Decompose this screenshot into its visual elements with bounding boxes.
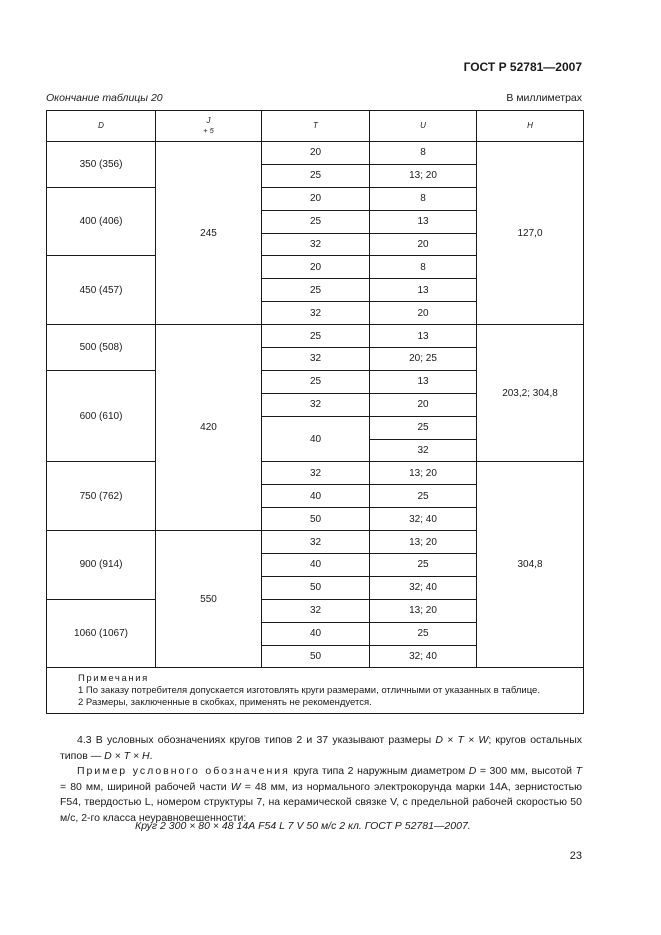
header-J-label: J	[206, 116, 211, 125]
t-cell: 32	[262, 348, 370, 371]
t-cell: 32	[262, 531, 370, 554]
t-cell: 20	[262, 256, 370, 279]
u-cell: 13; 20	[370, 599, 477, 622]
notes-title: Примечания	[78, 673, 149, 685]
u-cell: 25	[370, 554, 477, 577]
u-cell: 20; 25	[370, 348, 477, 371]
notes-row	[47, 668, 584, 714]
d-cell: 500 (508)	[47, 325, 156, 371]
t-cell: 32	[262, 233, 370, 256]
t-cell: 25	[262, 279, 370, 302]
h-cell: 304,8	[477, 462, 584, 668]
paragraph-4-3	[60, 733, 582, 764]
p2-var-t: T	[575, 765, 582, 777]
h-cell: 127,0	[477, 142, 584, 325]
u-cell: 8	[370, 187, 477, 210]
header-D: D	[47, 111, 156, 142]
page-number: 23	[569, 850, 582, 862]
u-cell: 32; 40	[370, 645, 477, 668]
d-cell: 900 (914)	[47, 531, 156, 600]
table-caption: Окончание таблицы 20	[46, 92, 163, 104]
u-cell: 13	[370, 370, 477, 393]
table-row	[47, 142, 584, 165]
t-cell: 40	[262, 485, 370, 508]
designation-example: Круг 2 300 × 80 × 48 14А F54 L 7 V 50 м/с 2 кл. ГОСТ Р 52781—2007.	[135, 820, 471, 832]
header-J-tolerance: + 5	[203, 126, 214, 135]
t-cell: 25	[262, 325, 370, 348]
u-cell: 13; 20	[370, 531, 477, 554]
u-cell: 20	[370, 233, 477, 256]
u-cell: 13	[370, 279, 477, 302]
p2-text-a: круга типа 2 наружным диаметром	[289, 765, 469, 777]
example-paragraph	[60, 764, 582, 826]
p1-text-a: 4.3 В условных обозначениях кругов типов 2 и 37 указывают размеры	[77, 734, 436, 746]
u-cell: 25	[370, 622, 477, 645]
t-cell: 25	[262, 164, 370, 187]
p1-text-c: .	[149, 749, 153, 762]
u-cell: 32; 40	[370, 508, 477, 531]
header-T: T	[262, 111, 370, 142]
d-cell: 600 (610)	[47, 370, 156, 462]
note-item: 2 Размеры, заключенные в скобках, применять не рекомендуется.	[78, 697, 372, 709]
p2-var-d: D	[468, 765, 477, 777]
t-cell: 50	[262, 576, 370, 599]
dimensions-table	[46, 110, 584, 714]
p2-var-w: W	[230, 780, 241, 793]
notes-cell	[47, 668, 584, 714]
u-cell: 13; 20	[370, 462, 477, 485]
d-cell: 1060 (1067)	[47, 599, 156, 668]
table-row	[47, 325, 584, 348]
p2-text-b: = 300 мм, высотой	[476, 765, 576, 777]
d-cell: 750 (762)	[47, 462, 156, 531]
example-lead: Пример условного обозначения	[77, 765, 290, 777]
t-cell: 40	[262, 416, 370, 462]
u-cell: 8	[370, 256, 477, 279]
u-cell: 25	[370, 485, 477, 508]
t-cell: 20	[262, 187, 370, 210]
d-cell: 350 (356)	[47, 142, 156, 188]
t-cell: 32	[262, 462, 370, 485]
j-cell: 420	[156, 325, 262, 531]
t-cell: 50	[262, 645, 370, 668]
standard-designation: ГОСТ Р 52781—2007	[463, 60, 582, 74]
t-cell: 20	[262, 142, 370, 165]
p1-formula-1: D × T × W	[435, 734, 489, 746]
header-U: U	[370, 111, 477, 142]
j-cell: 550	[156, 531, 262, 668]
t-cell: 32	[262, 302, 370, 325]
note-item: 1 По заказу потребителя допускается изготовлять круги размерами, отличными от указанных в таблице.	[78, 685, 540, 697]
p1-text-b: ; кругов остальных типов —	[60, 734, 583, 762]
j-cell: 245	[156, 142, 262, 325]
u-cell: 20	[370, 302, 477, 325]
t-cell: 50	[262, 508, 370, 531]
header-H: H	[477, 111, 584, 142]
header-J	[156, 111, 262, 142]
t-cell: 25	[262, 370, 370, 393]
table-row	[47, 462, 584, 485]
t-cell: 25	[262, 210, 370, 233]
t-cell: 32	[262, 599, 370, 622]
p1-formula-2: D × T × H	[104, 749, 150, 762]
u-cell: 25	[370, 416, 477, 439]
u-cell: 32	[370, 439, 477, 462]
h-cell: 203,2; 304,8	[477, 325, 584, 462]
u-cell: 32; 40	[370, 576, 477, 599]
u-cell: 8	[370, 142, 477, 165]
u-cell: 20	[370, 393, 477, 416]
t-cell: 40	[262, 554, 370, 577]
t-cell: 32	[262, 393, 370, 416]
t-cell: 40	[262, 622, 370, 645]
d-cell: 400 (406)	[47, 187, 156, 256]
d-cell: 450 (457)	[47, 256, 156, 325]
header-row	[47, 111, 584, 142]
p2-text-c: = 80 мм, шириной рабочей части	[60, 780, 231, 793]
u-cell: 13; 20	[370, 164, 477, 187]
p2-text-d: = 48 мм, из нормального электрокорунда марки 14А, зернистостью F54, твердостью L, номером структуры 7, на керамической связке V, с предельной рабочей скоростью 50 м/с, 2-го класса неуравновешенности:	[60, 780, 582, 824]
u-cell: 13	[370, 325, 477, 348]
units-label: В миллиметрах	[506, 92, 582, 104]
u-cell: 13	[370, 210, 477, 233]
